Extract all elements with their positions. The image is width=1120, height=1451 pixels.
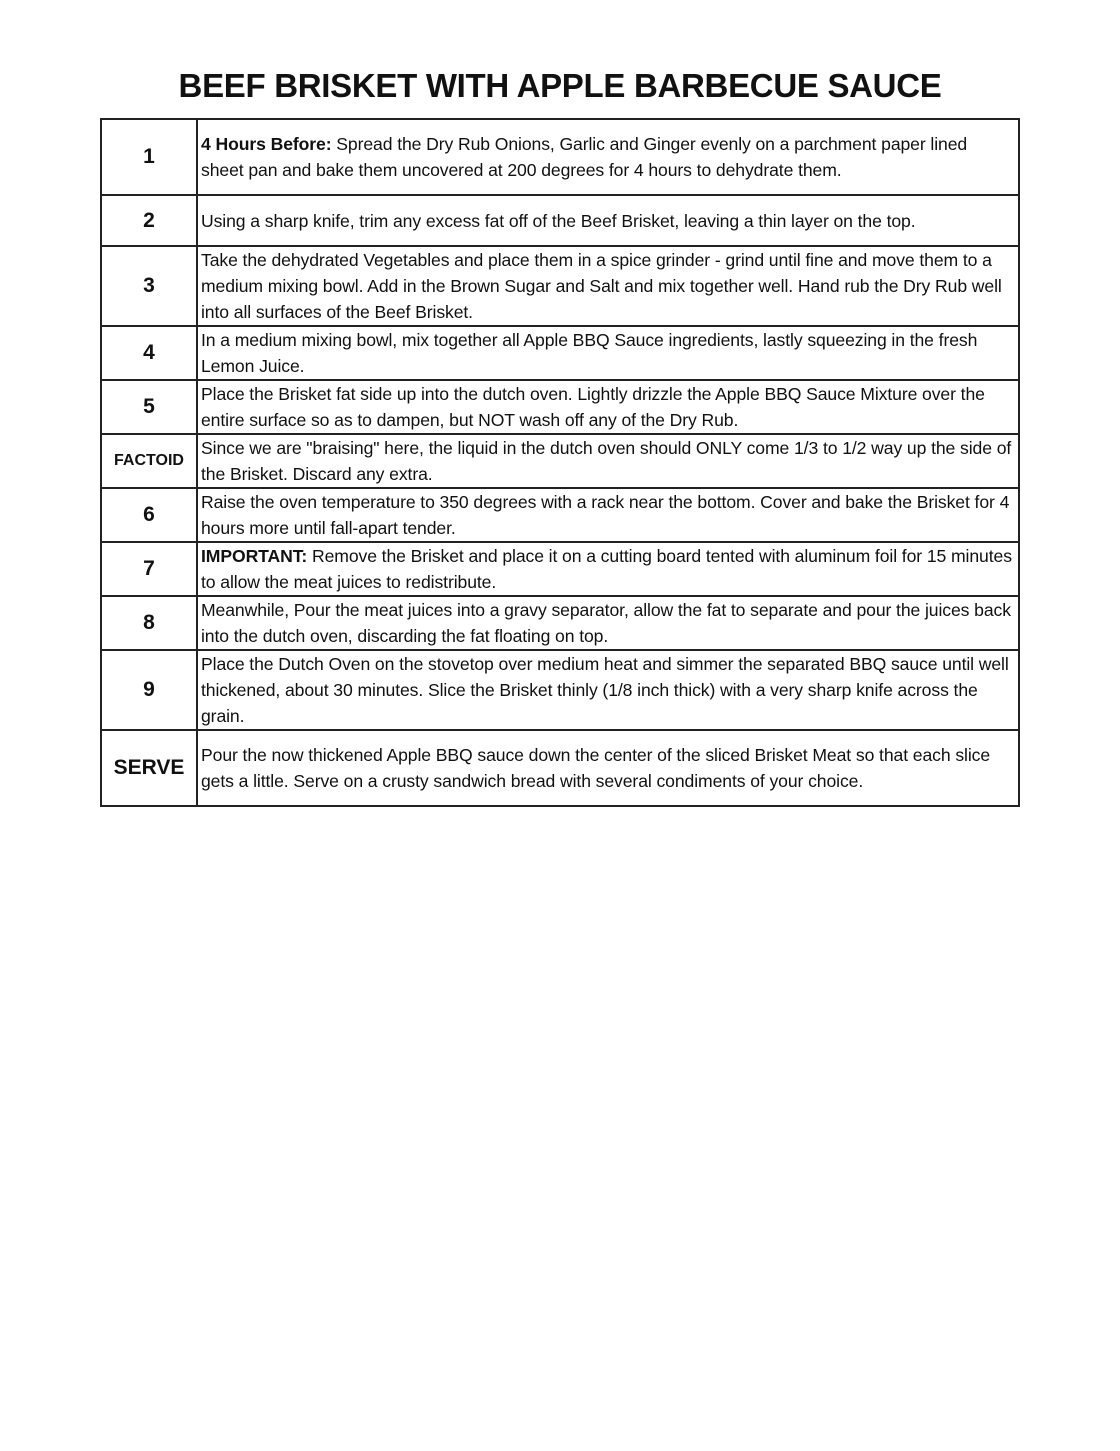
step-instruction	[197, 326, 1019, 380]
step-instruction	[197, 434, 1019, 488]
step-text: Raise the oven temperature to 350 degrees with a rack near the bottom. Cover and bake the Brisket for 4 hours more until fall-apart tender.	[201, 492, 1010, 538]
table-row	[101, 434, 1019, 488]
step-instruction	[197, 596, 1019, 650]
table-row	[101, 488, 1019, 542]
step-instruction	[197, 650, 1019, 730]
step-text: Using a sharp knife, trim any excess fat off of the Beef Brisket, leaving a thin layer on the top.	[201, 210, 916, 231]
step-label: 6	[101, 488, 197, 542]
step-text: Spread the Dry Rub Onions, Garlic and Ginger evenly on a parchment paper lined sheet pan and bake them uncovered at 200 degrees for 4 hours to dehydrate them.	[201, 134, 968, 180]
table-row	[101, 195, 1019, 246]
step-prefix: 4 Hours Before:	[201, 134, 332, 154]
recipe-title: BEEF BRISKET WITH APPLE BARBECUE SAUCE	[178, 67, 942, 104]
step-prefix: IMPORTANT:	[201, 546, 308, 566]
step-label: 2	[101, 195, 197, 246]
step-label: 8	[101, 596, 197, 650]
step-label: 9	[101, 650, 197, 730]
step-text: Pour the now thickened Apple BBQ sauce down the center of the sliced Brisket Meat so that each slice gets a little. Serve on a crusty sandwich bread with several condiments of your choice.	[201, 745, 991, 791]
table-row	[101, 326, 1019, 380]
step-label: SERVE	[101, 730, 197, 806]
step-text: Take the dehydrated Vegetables and place them in a spice grinder - grind until fine and move them to a medium mixing bowl. Add in the Brown Sugar and Salt and mix together well. Hand rub the Dry Rub well into all surfaces of the Beef Brisket.	[201, 250, 1002, 322]
step-label: 1	[101, 119, 197, 195]
table-row	[101, 596, 1019, 650]
step-text: Place the Dutch Oven on the stovetop over medium heat and simmer the separated BBQ sauce until well thickened, about 30 minutes. Slice the Brisket thinly (1/8 inch thick) with a very sharp knife across the grain.	[201, 654, 1009, 726]
table-row	[101, 650, 1019, 730]
table-row	[101, 730, 1019, 806]
table-row	[101, 380, 1019, 434]
step-label: 7	[101, 542, 197, 596]
step-label: 3	[101, 246, 197, 326]
step-instruction	[197, 542, 1019, 596]
step-instruction	[197, 730, 1019, 806]
table-row	[101, 542, 1019, 596]
step-label: 5	[101, 380, 197, 434]
step-label: 4	[101, 326, 197, 380]
step-text: Since we are "braising" here, the liquid in the dutch oven should ONLY come 1/3 to 1/2 way up the side of the Brisket. Discard any extra.	[201, 438, 1012, 484]
step-instruction	[197, 195, 1019, 246]
step-text: Remove the Brisket and place it on a cutting board tented with aluminum foil for 15 minutes to allow the meat juices to redistribute.	[201, 546, 1012, 592]
table-row	[101, 246, 1019, 326]
recipe-steps-table	[100, 118, 1020, 807]
step-instruction	[197, 488, 1019, 542]
step-text: Place the Brisket fat side up into the dutch oven. Lightly drizzle the Apple BBQ Sauce Mixture over the entire surface so as to dampen, but NOT wash off any of the Dry Rub.	[201, 384, 985, 430]
step-label: FACTOID	[101, 434, 197, 488]
step-instruction	[197, 246, 1019, 326]
step-instruction	[197, 119, 1019, 195]
step-text: In a medium mixing bowl, mix together all Apple BBQ Sauce ingredients, lastly squeezing in the fresh Lemon Juice.	[201, 330, 978, 376]
step-instruction	[197, 380, 1019, 434]
step-text: Meanwhile, Pour the meat juices into a gravy separator, allow the fat to separate and pour the juices back into the dutch oven, discarding the fat floating on top.	[201, 600, 1011, 646]
table-row	[101, 119, 1019, 195]
